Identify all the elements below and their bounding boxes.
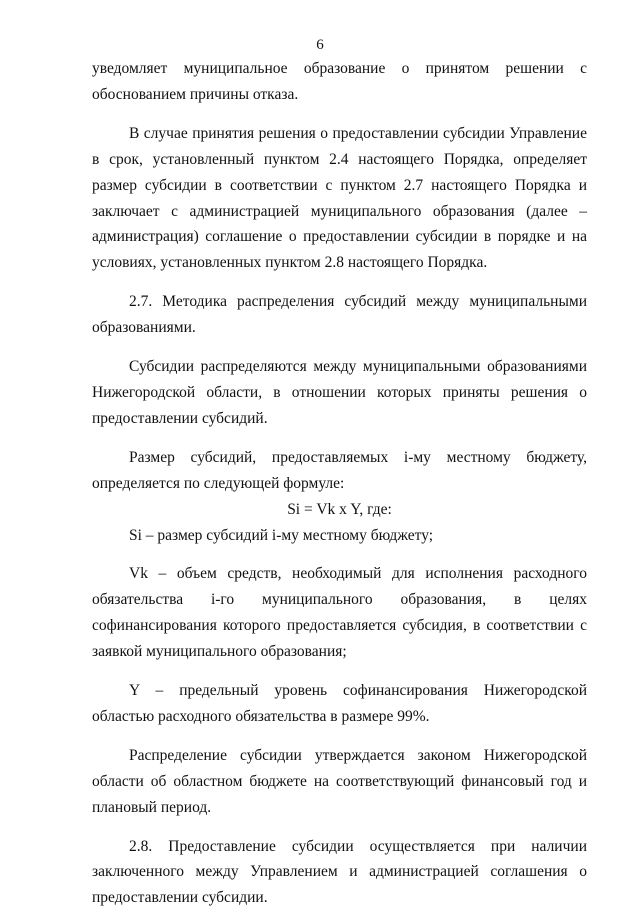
page-number: 6 <box>316 37 324 53</box>
paragraph-section-2-8: 2.8. Предоставление субсидии осуществляется при наличии заключенного между Управлением и администрацией соглашения о предоставлении субсидии. <box>92 837 587 907</box>
paragraph-si-definition: Si – размер субсидий i-му местному бюджету; <box>129 526 434 544</box>
formula: Si = Vk x Y, где: <box>287 500 392 518</box>
paragraph-subsidy-distribution: Субсидии распределяются между муниципальными образованиями Нижегородской области, в отношении которых приняты решения о предоставлении субсидий. <box>92 358 587 427</box>
paragraph-formula-intro: Размер субсидий, предоставляемых i-му местному бюджету, определяется по следующей формуле: <box>92 448 587 492</box>
document-body <box>92 56 587 911</box>
paragraph-y-definition: Y – предельный уровень софинансирования Нижегородской областью расходного обязательства в размере 99%. <box>92 682 587 725</box>
paragraph-section-2-7: 2.7. Методика распределения субсидий между муниципальными образованиями. <box>92 293 587 337</box>
paragraph-subsidy-decision: В случае принятия решения о предоставлении субсидии Управление в срок, установленный пунктом 2.4 настоящего Порядка, определяет размер субсидии в соответствии с пунктом 2.7 настоящего Порядка и заключает с администрацией муниципального образования (далее – администрация) соглашение о предоставлении субсидии в порядке и на условиях, установленных пунктом 2.8 настоящего Порядка. <box>92 124 587 272</box>
paragraph-distribution-law: Распределение субсидии утверждается законом Нижегородской области об областном бюджете на соответствующий финансовый год и плановый период. <box>92 746 587 816</box>
paragraph-vk-definition: Vk – объем средств, необходимый для исполнения расходного обязательства i-го муниципального образования, в целях софинансирования которого предоставляется субсидия, в соответствии с заявкой муниципального образования; <box>92 565 587 661</box>
paragraph-refusal-notice: уведомляет муниципальное образование о принятом решении с обоснованием причины отказа. <box>92 60 587 103</box>
